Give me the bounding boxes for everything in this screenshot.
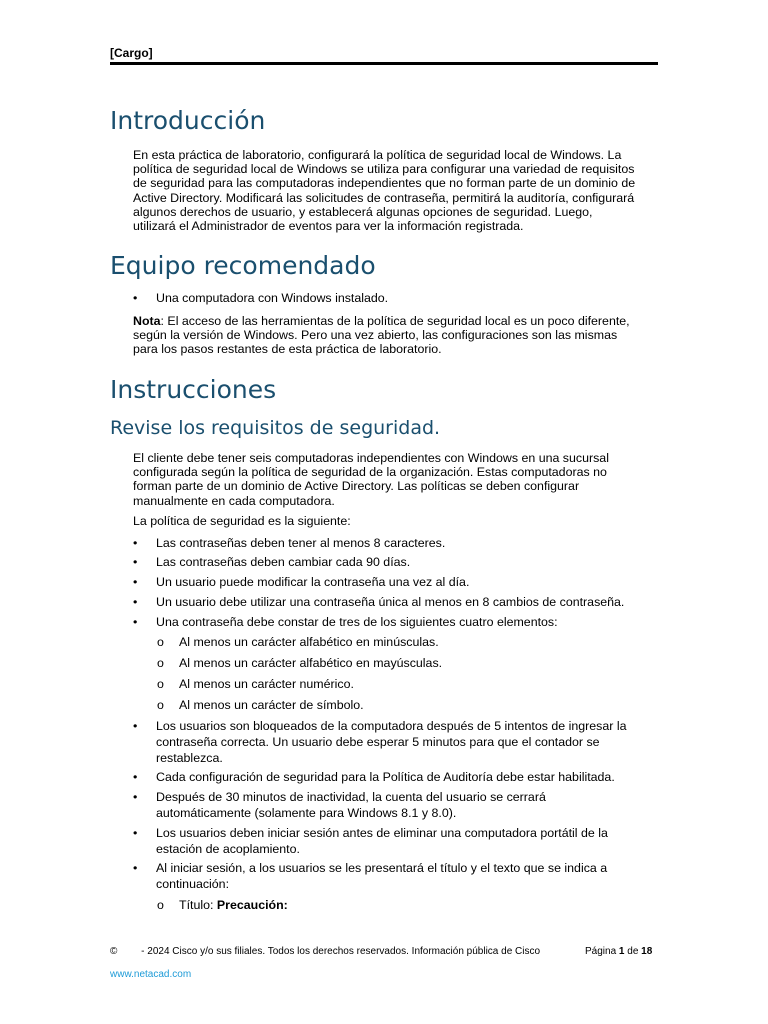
- list-item: • Los usuarios deben iniciar sesión antes de eliminar una computadora portátil de la estación de acoplamiento.: [133, 826, 608, 856]
- client-paragraph: [133, 451, 658, 508]
- copyright-icon: ©: [110, 946, 118, 957]
- bullet-icon: •: [133, 536, 138, 550]
- note-label: Nota: [133, 314, 161, 328]
- sub-list-item: o Al menos un carácter alfabético en minúsculas.: [157, 635, 439, 649]
- bullet-icon: •: [133, 719, 138, 733]
- bullet-icon: •: [133, 790, 138, 804]
- sub-bullet-icon: o: [157, 656, 164, 670]
- bullet-icon: •: [133, 861, 138, 875]
- list-item: • Una contraseña debe constar de tres de los siguientes cuatro elementos:: [133, 615, 558, 629]
- equipment-heading: Equipo recomendado: [110, 251, 376, 280]
- intro-line: política de seguridad local de Windows se utiliza para configurar una variedad de requisitos: [133, 162, 635, 177]
- sub-bullet-icon: o: [157, 677, 164, 691]
- sub-list-item: o Al menos un carácter numérico.: [157, 677, 354, 691]
- client-line: configurada según la política de seguridad de la organización. Estas computadoras no: [133, 465, 607, 480]
- policy-intro: La política de seguridad es la siguiente:: [133, 514, 351, 528]
- sub-list-item: o Título: Precaución:: [157, 898, 288, 912]
- note-line: según la versión de Windows. Pero una vez abierto, las configuraciones son las mismas: [133, 328, 618, 343]
- footer-link[interactable]: www.netacad.com: [110, 969, 192, 980]
- instructions-heading: Instrucciones: [110, 375, 277, 404]
- intro-heading: Introducción: [110, 106, 266, 135]
- list-item: • Después de 30 minutos de inactividad, la cuenta del usuario se cerrará automáticamente (solamente para Windows 8.1 y 8.0).: [133, 790, 546, 820]
- sub-list-item: o Al menos un carácter alfabético en mayúsculas.: [157, 656, 443, 670]
- bullet-icon: •: [133, 555, 138, 569]
- bullet-icon: •: [133, 826, 138, 840]
- note-line: : El acceso de las herramientas de la política de seguridad local es un poco diferente,: [160, 314, 630, 328]
- section-subheading: Revise los requisitos de seguridad.: [110, 417, 441, 439]
- list-item: • Un usuario puede modificar la contraseña una vez al día.: [133, 575, 470, 589]
- sub-bullet-icon: o: [157, 698, 164, 712]
- bullet-icon: •: [133, 575, 138, 589]
- list-item: • Los usuarios son bloqueados de la computadora después de 5 intentos de ingresar la contraseña correcta. Un usuario debe esperar 5 minutos para que el contador se restablezca.: [133, 719, 627, 765]
- note-line: para los pasos restantes de esta práctica de laboratorio.: [133, 342, 442, 357]
- intro-line: de seguridad para las computadoras independientes que no forman parte de un dominio de: [133, 176, 636, 191]
- list-item: • Las contraseñas deben tener al menos 8 caracteres.: [133, 536, 446, 550]
- footer-copyright: [110, 946, 540, 957]
- client-line: manualmente en cada computadora.: [133, 493, 335, 508]
- intro-line: utilizará el Administrador de eventos para ver la información registrada.: [133, 219, 524, 234]
- list-item: • Una computadora con Windows instalado.: [133, 291, 389, 305]
- list-item: • Las contraseñas deben cambiar cada 90 días.: [133, 555, 411, 569]
- client-line: El cliente debe tener seis computadoras independientes con Windows en una sucursal: [133, 451, 609, 465]
- sub-bullet-icon: o: [157, 635, 164, 649]
- copyright-text: - 2024 Cisco y/o sus filiales. Todos los derechos reservados. Información pública de Cisco: [141, 946, 541, 957]
- list-item: • Cada configuración de seguridad para la Política de Auditoría debe estar habilitada.: [133, 770, 615, 784]
- running-header: [Cargo]: [110, 46, 658, 65]
- intro-line: Active Directory. Modificará las solicitudes de contraseña, permitirá la auditoría, configurará: [133, 190, 635, 205]
- bullet-icon: •: [133, 291, 138, 305]
- bullet-icon: •: [133, 770, 138, 784]
- sub-bullet-icon: o: [157, 898, 164, 912]
- bullet-icon: •: [133, 615, 138, 629]
- list-item: • Al iniciar sesión, a los usuarios se les presentará el título y el texto que se indica a continuación:: [133, 861, 608, 891]
- note-paragraph: [133, 314, 658, 357]
- sub-list-item: o Al menos un carácter de símbolo.: [157, 698, 364, 712]
- bullet-icon: •: [133, 595, 138, 609]
- footer-page-number: Página 1 de 18: [585, 946, 653, 957]
- intro-paragraph: [133, 148, 658, 233]
- client-line: forman parte de un dominio de Active Directory. Las políticas se deben configurar: [133, 479, 580, 494]
- list-item: • Un usuario debe utilizar una contraseña única al menos en 8 cambios de contraseña.: [133, 595, 625, 609]
- intro-line: algunos derechos de usuario, y establecerá algunas opciones de seguridad. Luego,: [133, 204, 593, 219]
- intro-line: En esta práctica de laboratorio, configurará la política de seguridad local de Windows. La: [133, 148, 622, 162]
